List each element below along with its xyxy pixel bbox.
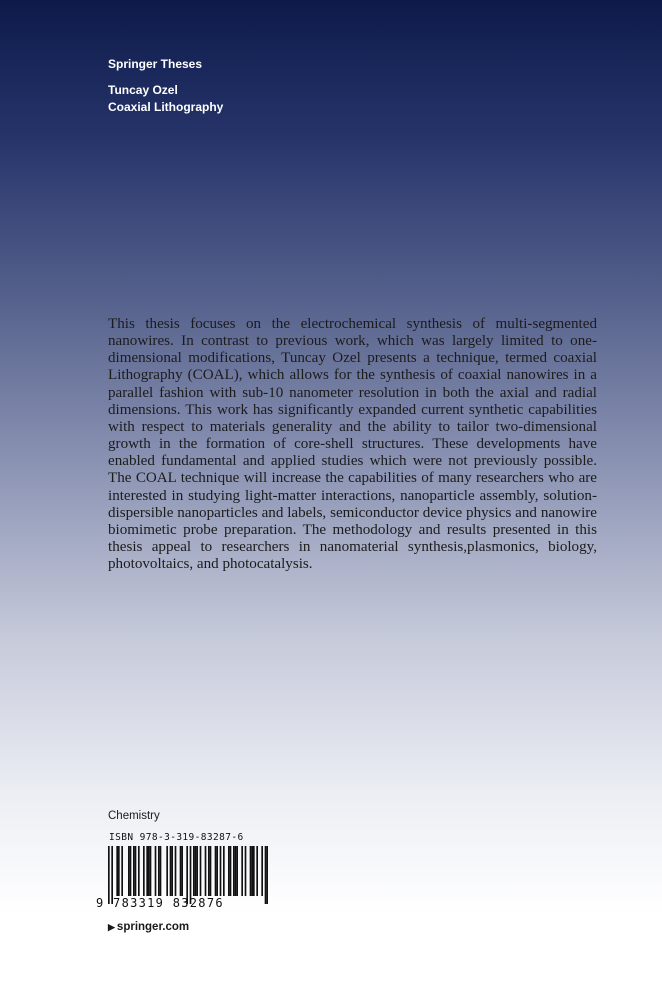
barcode-bar [256,846,258,896]
publisher-url[interactable] [108,921,189,933]
arrow-right-icon: ▶ [108,922,115,932]
barcode-bar [128,846,130,896]
barcode-bar [130,846,132,896]
barcode-bar [180,846,182,896]
barcode-bar [210,846,212,896]
barcode-bar [235,846,237,896]
barcode-bar [261,846,263,896]
barcode-bar [230,846,232,896]
barcode-bar [181,846,183,896]
publisher-url-text[interactable]: springer.com [116,921,190,933]
barcode-bar [170,846,172,896]
barcode-bar [166,846,168,896]
barcode-bar [205,846,207,896]
barcode-bar [171,846,173,896]
barcode-bar [133,846,135,896]
barcode-bar [150,846,152,896]
barcode-bar [116,846,118,896]
isbn-label: ISBN 978-3-319-83287-6 [109,832,244,843]
barcode-bar [223,846,225,896]
barcode-bar [193,846,195,896]
barcode-bar [135,846,137,896]
barcode-bar [121,846,123,896]
barcode-digits: 9 783319 832876 [96,896,224,910]
book-description: This thesis focuses on the electrochemical synthesis of multi-segmented nanowires. In contrast to previous work, which was largely limited to one-dimensional modifications, Tuncay Ozel presents a technique, termed coaxial Lithography (COAL), which allows for the synthesis of coaxial nanowires in a parallel fashion with sub-10 nanometer resolution in both the axial and radial dimensions. This work has significantly expanded current synthetic capabilities with respect to materials generality and the ability to tailor two-dimensional growth in the formation of core-shell structures. These developments have enabled fundamental and applied studies which were not previously possible. The COAL technique will increase the capabilities of many researchers who are interested in studying light-matter interactions, nanoparticle assembly, solution-dispersible nanoparticles and labels, semiconductor device physics and nanowire biomimetic probe preparation. The methodology and results presented in this thesis appeal to researchers in nanomaterial synthesis,plasmonics, biology, photovoltaics, and photocatalysis. [108,316,597,573]
barcode-bar [200,846,202,896]
author-name: Tuncay Ozel [108,83,178,97]
barcode-bar [245,846,247,896]
barcode-bar [228,846,230,896]
barcode-bar [216,846,218,896]
series-name: Springer Theses [108,57,203,71]
book-header [108,82,223,116]
barcode-bar [215,846,217,896]
barcode-bar [253,846,255,896]
barcode-bar [146,846,148,896]
barcode-bar [195,846,197,896]
barcode-bar [251,846,253,896]
barcode-bar [160,846,162,896]
barcode-bar [138,846,140,896]
barcode-bar [175,846,177,896]
barcode-bar [236,846,238,896]
barcode-bar [220,846,222,896]
barcode-bar [118,846,120,896]
book-title: Coaxial Lithography [108,100,224,114]
barcode-bar [148,846,150,896]
barcode-bar [196,846,198,896]
barcode-bar [158,846,160,896]
barcode-bar [250,846,252,896]
barcode-bar [233,846,235,896]
barcode-bar [208,846,210,896]
barcode-bar [241,846,243,896]
subject-category: Chemistry [108,810,160,822]
barcode-bar [143,846,145,896]
barcode-bar [155,846,157,896]
